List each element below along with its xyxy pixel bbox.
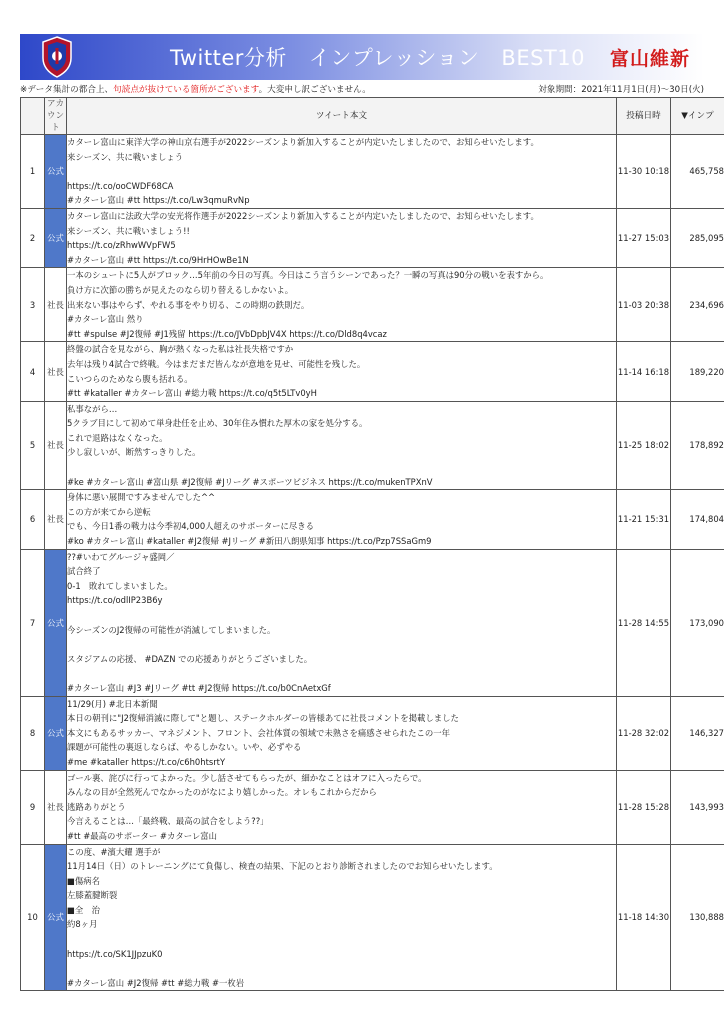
account-cell: 社長 [45, 401, 67, 490]
tweet-line: 0-1 敗れてしまいました。 [67, 580, 173, 591]
tweet-line: この度、#濱大耀 選手が [67, 846, 161, 857]
account-cell: 社長 [45, 342, 67, 401]
account-cell: 公式 [45, 135, 67, 209]
rank-header [21, 98, 45, 135]
data-notice: ※データ集計の都合上、句読点が抜けている箇所がございます。大変申し訳ございません。 [20, 85, 371, 95]
rank-cell: 3 [21, 268, 45, 342]
post-date-cell: 11-18 14:30 [617, 844, 671, 991]
report-header [20, 34, 704, 80]
tweet-line: でも、今日1番の戦力は今季初4,000人超えのサポーターに尽きる [67, 521, 315, 532]
table-row [21, 208, 724, 267]
tweet-line [67, 164, 616, 179]
post-date-cell: 11-14 16:18 [617, 342, 671, 401]
tweet-text-cell [67, 268, 617, 342]
tweet-line: 私事ながら… [67, 403, 118, 414]
tweet-line: https://t.co/ooCWDF68CA [67, 180, 174, 191]
tweet-line: ■傷病名 [67, 875, 101, 886]
post-date-cell: 11-28 32:02 [617, 696, 671, 770]
tweet-line: #ko #カターレ富山 #kataller #J2復帰 #Jリーグ #新田八朗県知事 https://t.co/Pzp7SSaGm9 [67, 536, 432, 547]
tweet-line: 今シーズンのJ2復帰の可能性が消滅してしまいました。 [67, 624, 276, 635]
tweet-text-cell [67, 135, 617, 209]
tweet-line: #me #kataller https://t.co/c6h0htsrtY [67, 756, 226, 767]
tweet-line: こいつらのためなら腹も括れる。 [67, 373, 193, 384]
page-title: Twitter分析 インプレッション BEST10 [170, 46, 585, 70]
tweet-line: #tt #spulse #J2復帰 #J1残留 https://t.co/JVbDpbJV4X https://t.co/Dld8q4vcaz [67, 328, 387, 339]
tweet-line: 課題が可能性の裏返しならば、やるしかない。いや、必ずやる [67, 742, 302, 753]
impression-count-cell: 146,327 [671, 696, 724, 770]
tweet-line: 来シーズン、共に戦いましょう [67, 151, 184, 162]
tweet-line: 約8ヶ月 [67, 919, 98, 930]
account-cell: 社長 [45, 268, 67, 342]
tweet-line [67, 932, 616, 947]
notice-highlight: 句読点が抜けている箇所がございます [113, 85, 259, 95]
tweet-text-cell [67, 401, 617, 490]
tweet-text-cell [67, 549, 617, 696]
tweet-line: 試合終了 [67, 566, 101, 577]
tweet-line: 11月14日（日）のトレーニングにて負傷し、検査の結果、下記のとおり診断されましたのでお知らせいたします。 [67, 861, 498, 872]
account-cell: 公式 [45, 844, 67, 991]
target-period: 対象期間：2021年11月1日(月)〜30日(火) [538, 85, 704, 95]
account-header: アカウント [45, 98, 67, 135]
tweet-line: 逃路ありがとう [67, 801, 126, 812]
tweet-line: 来シーズン、共に戦いましょう!! [67, 225, 190, 236]
account-cell: 社長 [45, 770, 67, 844]
post-date-cell: 11-28 15:28 [617, 770, 671, 844]
post-date-cell: 11-30 10:18 [617, 135, 671, 209]
impression-count-cell: 234,696 [671, 268, 724, 342]
tweet-line: 身体に悪い展開ですみませんでした^^ [67, 492, 216, 503]
tweet-text-cell [67, 696, 617, 770]
post-date-cell: 11-25 18:02 [617, 401, 671, 490]
tweet-line: #ke #カターレ富山 #富山県 #J2復帰 #Jリーグ #スポーツビジネス https://t.co/mukenTPXnV [67, 476, 433, 487]
rank-cell: 4 [21, 342, 45, 401]
table-row [21, 135, 724, 209]
tweet-line: 本日の朝刊に"J2復帰消滅に際して"と題し、ステークホルダーの皆様あてに社長コメントを掲載しました [67, 713, 459, 724]
account-cell: 公式 [45, 208, 67, 267]
impression-ranking-table [20, 97, 724, 991]
tweet-line [67, 608, 616, 623]
tweet-line: #tt #最高のサポーター #カターレ富山 [67, 830, 218, 841]
rank-cell: 2 [21, 208, 45, 267]
impression-count-cell: 130,888 [671, 844, 724, 991]
date-header: 投稿日時 [617, 98, 671, 135]
rank-cell: 7 [21, 549, 45, 696]
impression-count-cell: 285,095 [671, 208, 724, 267]
tweet-line: カターレ富山に法政大学の安光将作選手が2022シーズンより新加入することが内定いたしましたので、お知らせいたします。 [67, 210, 539, 221]
table-row [21, 342, 724, 401]
tweet-line: 今言えることは…「最終戦、最高の試合をしよう??」 [67, 816, 269, 827]
table-header-row [21, 98, 724, 135]
table-row [21, 549, 724, 696]
impression-count-cell: 173,090 [671, 549, 724, 696]
tweet-line: #カターレ富山 然り [67, 314, 144, 325]
tweet-line [67, 666, 616, 681]
post-date-cell: 11-28 14:55 [617, 549, 671, 696]
tweet-line: スタジアムの応援、 #DAZN での応援ありがとうございました。 [67, 653, 313, 664]
table-row [21, 770, 724, 844]
tweet-line [67, 961, 616, 976]
tweet-line: 少し寂しいが、断然すっきりした。 [67, 447, 201, 458]
table-row [21, 401, 724, 490]
rank-cell: 1 [21, 135, 45, 209]
rank-cell: 10 [21, 844, 45, 991]
tweet-text-cell [67, 490, 617, 549]
impression-count-cell: 174,804 [671, 490, 724, 549]
impression-count-cell: 465,758 [671, 135, 724, 209]
tweet-line: 左膝蓋腱断裂 [67, 890, 118, 901]
tweet-line: 終盤の試合を見ながら、胸が熱くなった私は社長失格ですか [67, 344, 294, 355]
tweet-line: https://t.co/SK1JJpzuK0 [67, 948, 163, 959]
tweet-line [67, 637, 616, 652]
account-cell: 公式 [45, 549, 67, 696]
post-date-cell: 11-03 20:38 [617, 268, 671, 342]
impression-header: ▼インプ [671, 98, 724, 135]
tweet-line: みんなの目が全然死んでなかったのがなにより嬉しかった。オレもこれからだから [67, 787, 377, 798]
tweet-line: ??#いわてグルージャ盛岡／ [67, 551, 175, 562]
tweet-line: https://t.co/zRhwWVpFW5 [67, 240, 176, 251]
account-cell: 社長 [45, 490, 67, 549]
rank-cell: 6 [21, 490, 45, 549]
tweet-line: #tt #kataller #カターレ富山 #総力戦 https://t.co/q5t5LTv0yH [67, 388, 317, 399]
rank-cell: 9 [21, 770, 45, 844]
tweet-line: #カターレ富山 #J2復帰 #tt #総力戦 #一枚岩 [67, 977, 245, 988]
rank-cell: 5 [21, 401, 45, 490]
tweet-line: 去年は残り4試合で終戦。今はまだまだ皆んなが意地を見せ、可能性を残した。 [67, 358, 366, 369]
tweet-line: 11/29(月) #北日本新聞 [67, 698, 158, 709]
tweet-line: ゴール裏、詫びに行ってよかった。少し話させてもらったが、細かなことはオフに入ったらで。 [67, 772, 427, 783]
tweet-line: #カターレ富山 #J3 #Jリーグ #tt #J2復帰 https://t.co/b0CnAetxGf [67, 682, 331, 693]
tweet-line: 本文にもあるサッカー、マネジメント、フロント、会社体質の領域で未熟さを痛感させられたこの一年 [67, 727, 450, 738]
impression-count-cell: 178,892 [671, 401, 724, 490]
tweet-text-cell [67, 208, 617, 267]
account-cell: 公式 [45, 696, 67, 770]
impression-count-cell: 189,220 [671, 342, 724, 401]
brand-logo-text: 富山維新 [609, 48, 690, 70]
tweet-text-cell [67, 342, 617, 401]
tweet-line [67, 460, 616, 475]
post-date-cell: 11-21 15:31 [617, 490, 671, 549]
tweet-line: #カターレ富山 #tt https://t.co/Lw3qmuRvNp [67, 195, 250, 206]
tweet-line: 一本のシュートに5人がブロック…5年前の今日の写真。今日はこう言うシーンであった？一瞬の写真は90分の戦いを表すから。 [67, 270, 549, 281]
table-row [21, 844, 724, 991]
club-emblem-icon [40, 36, 74, 78]
tweet-line: #カターレ富山 #tt https://t.co/9HrHOwBe1N [67, 254, 249, 265]
tweet-line: カターレ富山に東洋大学の神山京右選手が2022シーズンより新加入することが内定いたしましたので、お知らせいたします。 [67, 137, 539, 147]
tweet-text-cell [67, 770, 617, 844]
tweet-line: https://t.co/odlIP23B6y [67, 595, 163, 606]
impression-count-cell: 143,993 [671, 770, 724, 844]
tweet-text-cell [67, 844, 617, 991]
post-date-cell: 11-27 15:03 [617, 208, 671, 267]
tweet-line: これで退路はなくなった。 [67, 432, 168, 443]
tweet-header: ツイート本文 [67, 98, 617, 135]
rank-cell: 8 [21, 696, 45, 770]
tweet-line: 負け方に次節の勝ちが見えたのなら切り替えるしかないよ。 [67, 284, 294, 295]
tweet-line: この方が来てから逆転 [67, 506, 151, 517]
tweet-line: 5クラブ目にして初めて単身赴任を止め、30年住み慣れた厚木の家を処分する。 [67, 418, 368, 429]
table-row [21, 490, 724, 549]
table-row [21, 696, 724, 770]
table-row [21, 268, 724, 342]
tweet-line: ■全 治 [67, 904, 101, 915]
tweet-line: 出来ない事はやらず、やれる事をやり切る、この時期の鉄則だ。 [67, 299, 310, 310]
